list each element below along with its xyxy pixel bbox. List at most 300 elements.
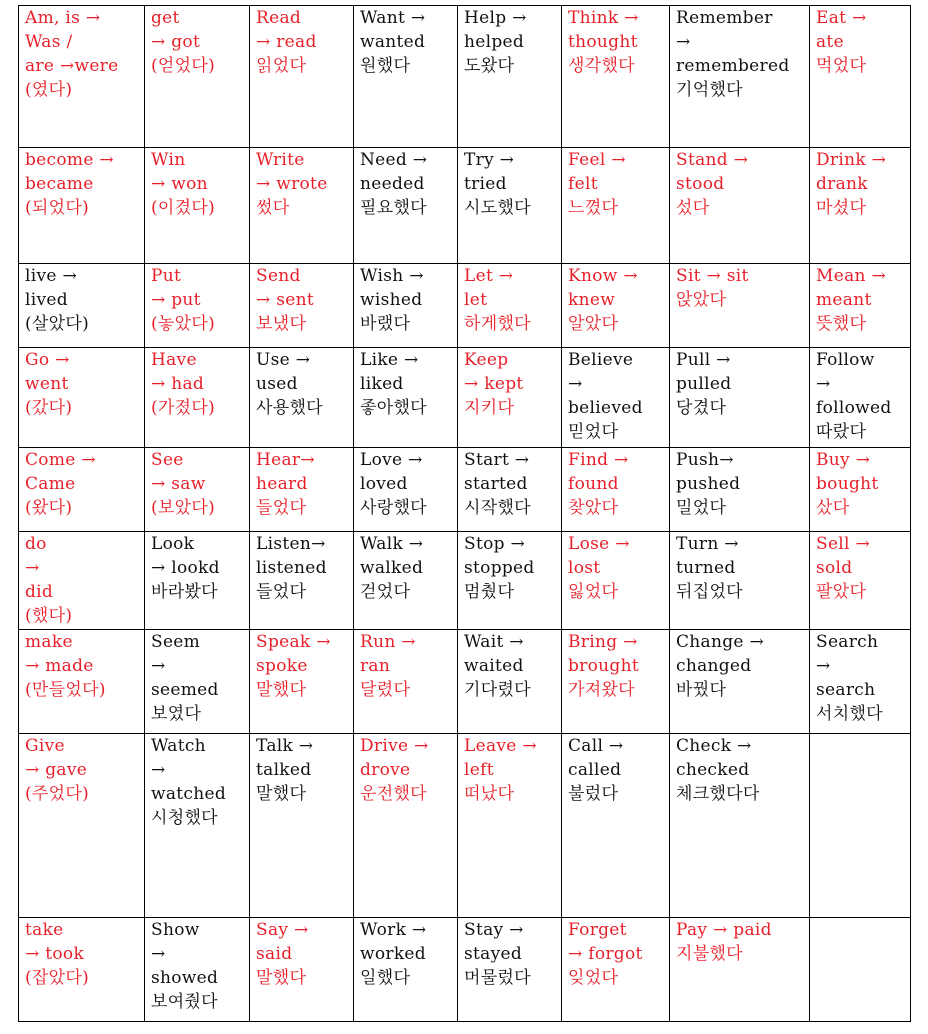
verb-cell xyxy=(670,532,810,630)
verb-form-line: → had xyxy=(151,374,205,394)
verb-cell xyxy=(354,6,458,148)
verb-form-line: followed xyxy=(816,398,892,418)
korean-translation: 시청했다 xyxy=(151,808,218,828)
verb-cell xyxy=(354,532,458,630)
verb-form-line: Run → xyxy=(360,632,416,652)
verb-cell xyxy=(250,532,354,630)
verb-form-line: Mean → xyxy=(816,266,886,286)
verb-form-line: listened xyxy=(256,558,327,578)
verb-form-line: become → xyxy=(25,150,114,170)
table-row xyxy=(19,348,911,448)
verb-form-line: Stay → xyxy=(464,920,524,940)
verb-form-line: Am, is → xyxy=(25,8,101,28)
verb-cell xyxy=(458,734,562,918)
verb-form-line: Pay → paid xyxy=(676,920,772,940)
verb-cell xyxy=(562,348,670,448)
verb-form-line: → made xyxy=(25,656,94,676)
verb-form-line: → xyxy=(151,944,166,964)
verb-cell xyxy=(810,6,911,148)
verb-form-line: worked xyxy=(360,944,426,964)
verb-form-line: Check → xyxy=(676,736,752,756)
korean-translation: (가졌다) xyxy=(151,398,216,418)
korean-translation: 따랐다 xyxy=(816,422,867,442)
verb-cell xyxy=(562,918,670,1022)
verb-form-line: remembered xyxy=(676,56,790,76)
korean-translation: 사랑했다 xyxy=(360,498,427,518)
verb-cell xyxy=(19,734,145,918)
korean-translation: 읽었다 xyxy=(256,56,307,76)
verb-cell xyxy=(250,348,354,448)
verb-cell xyxy=(19,148,145,264)
verb-form-line: Send xyxy=(256,266,301,286)
korean-translation: 지키다 xyxy=(464,398,515,418)
verb-form-line: Help → xyxy=(464,8,527,28)
verb-form-line: Stop → xyxy=(464,534,526,554)
verb-form-line: felt xyxy=(568,174,598,194)
verb-form-line: Drive → xyxy=(360,736,429,756)
korean-translation: 서치했다 xyxy=(816,704,883,724)
table-row xyxy=(19,630,911,734)
verb-form-line: talked xyxy=(256,760,312,780)
verb-form-line: needed xyxy=(360,174,425,194)
verb-cell xyxy=(354,630,458,734)
verb-form-line: See xyxy=(151,450,184,470)
korean-translation: 사용했다 xyxy=(256,398,323,418)
korean-translation: 떠났다 xyxy=(464,784,515,804)
verb-form-line: Change → xyxy=(676,632,765,652)
verb-form-line: Follow xyxy=(816,350,875,370)
verb-form-line: found xyxy=(568,474,619,494)
korean-translation: 뒤집었다 xyxy=(676,582,743,602)
verb-cell xyxy=(19,532,145,630)
korean-translation: 기다렸다 xyxy=(464,680,531,700)
verb-cell xyxy=(458,348,562,448)
verb-form-line: Find → xyxy=(568,450,629,470)
korean-translation: 기억했다 xyxy=(676,80,743,100)
verb-form-line: Listen→ xyxy=(256,534,326,554)
korean-translation: 믿었다 xyxy=(568,422,619,442)
verb-form-line: → got xyxy=(151,32,201,52)
verb-form-line: Think → xyxy=(568,8,639,28)
verb-form-line: Have xyxy=(151,350,197,370)
verb-cell xyxy=(810,148,911,264)
verb-form-line: → xyxy=(151,760,166,780)
verb-form-line: → xyxy=(816,656,831,676)
verb-form-line: Stand → xyxy=(676,150,749,170)
verb-form-line: → wrote xyxy=(256,174,328,194)
verb-cell xyxy=(562,734,670,918)
verb-cell xyxy=(562,532,670,630)
verb-cell xyxy=(145,348,250,448)
korean-translation: (주었다) xyxy=(25,784,90,804)
verb-form-line: are →were xyxy=(25,56,119,76)
korean-translation: 먹었다 xyxy=(816,56,867,76)
verb-form-line: Go → xyxy=(25,350,70,370)
verb-form-line: waited xyxy=(464,656,524,676)
verb-cell xyxy=(19,918,145,1022)
verb-cell xyxy=(145,734,250,918)
verb-cell xyxy=(250,148,354,264)
table-row xyxy=(19,532,911,630)
korean-translation: 당겼다 xyxy=(676,398,727,418)
verb-cell xyxy=(458,148,562,264)
verb-form-line: let xyxy=(464,290,488,310)
korean-translation: (보았다) xyxy=(151,498,216,518)
verb-form-line: Use → xyxy=(256,350,311,370)
verb-cell xyxy=(562,448,670,532)
verb-cell xyxy=(145,6,250,148)
verb-form-line: knew xyxy=(568,290,616,310)
verb-form-line: Watch xyxy=(151,736,206,756)
verb-form-line: Bring → xyxy=(568,632,638,652)
verb-form-line: search xyxy=(816,680,876,700)
verb-form-line: → gave xyxy=(25,760,88,780)
verb-form-line: live → xyxy=(25,266,77,286)
verb-form-line: Win xyxy=(151,150,186,170)
verb-form-line: Talk → xyxy=(256,736,314,756)
verb-form-line: thought xyxy=(568,32,638,52)
verb-form-line: Look xyxy=(151,534,195,554)
korean-translation: 일했다 xyxy=(360,968,411,988)
verb-cell xyxy=(458,6,562,148)
verb-form-line: Hear→ xyxy=(256,450,315,470)
verb-cell xyxy=(810,348,911,448)
verb-form-line: Eat → xyxy=(816,8,867,28)
verb-form-line: Remember xyxy=(676,8,773,28)
korean-translation: 잊었다 xyxy=(568,968,619,988)
verb-form-line: Pull → xyxy=(676,350,731,370)
verb-table xyxy=(18,5,911,1022)
verb-form-line: Read xyxy=(256,8,302,28)
verb-form-line: stood xyxy=(676,174,725,194)
verb-cell xyxy=(810,734,911,918)
korean-translation: 느꼈다 xyxy=(568,198,619,218)
verb-form-line: Push→ xyxy=(676,450,734,470)
verb-form-line: Wait → xyxy=(464,632,524,652)
korean-translation: 걷었다 xyxy=(360,582,411,602)
verb-cell xyxy=(670,348,810,448)
verb-form-line: Try → xyxy=(464,150,515,170)
verb-form-line: Know → xyxy=(568,266,638,286)
verb-cell xyxy=(562,6,670,148)
verb-form-line: Keep xyxy=(464,350,509,370)
verb-form-line: Need → xyxy=(360,150,428,170)
korean-translation: 말했다 xyxy=(256,680,307,700)
korean-translation: 지불했다 xyxy=(676,944,743,964)
korean-translation: 바랬다 xyxy=(360,314,411,334)
verb-form-line: Give xyxy=(25,736,65,756)
korean-translation: 알았다 xyxy=(568,314,619,334)
verb-form-line: do xyxy=(25,534,47,554)
verb-form-line: loved xyxy=(360,474,408,494)
verb-cell xyxy=(670,918,810,1022)
verb-form-line: sold xyxy=(816,558,853,578)
verb-form-line: pulled xyxy=(676,374,732,394)
verb-form-line: walked xyxy=(360,558,424,578)
verb-form-line: → took xyxy=(25,944,85,964)
verb-form-line: pushed xyxy=(676,474,741,494)
verb-form-line: Wish → xyxy=(360,266,424,286)
korean-translation: 달렸다 xyxy=(360,680,411,700)
verb-form-line: Believe xyxy=(568,350,634,370)
verb-form-line: ran xyxy=(360,656,391,676)
verb-form-line: → saw xyxy=(151,474,206,494)
korean-translation: 원했다 xyxy=(360,56,411,76)
korean-translation: 멈췄다 xyxy=(464,582,515,602)
verb-form-line: Lose → xyxy=(568,534,630,554)
verb-form-line: brought xyxy=(568,656,639,676)
korean-translation: (만들었다) xyxy=(25,680,106,700)
table-row xyxy=(19,918,911,1022)
verb-cell xyxy=(354,448,458,532)
verb-form-line: watched xyxy=(151,784,227,804)
korean-translation: 머물렀다 xyxy=(464,968,531,988)
verb-cell xyxy=(670,148,810,264)
verb-form-line: Want → xyxy=(360,8,426,28)
korean-translation: (이겼다) xyxy=(151,198,216,218)
verb-cell xyxy=(145,148,250,264)
korean-translation: (였다) xyxy=(25,80,73,100)
verb-form-line: → read xyxy=(256,32,317,52)
verb-form-line: → xyxy=(676,32,691,52)
verb-cell xyxy=(670,630,810,734)
korean-translation: 말했다 xyxy=(256,968,307,988)
table-row xyxy=(19,448,911,532)
verb-cell xyxy=(810,448,911,532)
verb-cell xyxy=(354,918,458,1022)
verb-cell xyxy=(250,448,354,532)
verb-form-line: → kept xyxy=(464,374,524,394)
verb-cell xyxy=(810,532,911,630)
korean-translation: 들었다 xyxy=(256,498,307,518)
verb-form-line: → sent xyxy=(256,290,315,310)
verb-cell xyxy=(145,448,250,532)
verb-form-line: Sit → sit xyxy=(676,266,749,286)
verb-form-line: stayed xyxy=(464,944,523,964)
verb-cell xyxy=(670,448,810,532)
verb-form-line: Drink → xyxy=(816,150,887,170)
korean-translation: 찾았다 xyxy=(568,498,619,518)
table-row xyxy=(19,6,911,148)
verb-form-line: left xyxy=(464,760,494,780)
korean-translation: 좋아했다 xyxy=(360,398,427,418)
korean-translation: 바라봤다 xyxy=(151,582,218,602)
verb-form-line: Call → xyxy=(568,736,624,756)
korean-translation: 생각했다 xyxy=(568,56,635,76)
verb-form-line: turned xyxy=(676,558,736,578)
verb-form-line: bought xyxy=(816,474,879,494)
korean-translation: 마셨다 xyxy=(816,198,867,218)
verb-form-line: → xyxy=(816,374,831,394)
verb-form-line: called xyxy=(568,760,622,780)
verb-form-line: → xyxy=(25,558,40,578)
verb-form-line: wanted xyxy=(360,32,426,52)
verb-form-line: helped xyxy=(464,32,525,52)
verb-form-line: Start → xyxy=(464,450,530,470)
verb-form-line: Feel → xyxy=(568,150,626,170)
verb-form-line: said xyxy=(256,944,293,964)
verb-form-line: Love → xyxy=(360,450,423,470)
verb-form-line: Forget xyxy=(568,920,627,940)
verb-form-line: get xyxy=(151,8,180,28)
verb-form-line: → won xyxy=(151,174,208,194)
verb-form-line: Let → xyxy=(464,266,514,286)
verb-cell xyxy=(562,630,670,734)
verb-form-line: checked xyxy=(676,760,750,780)
verb-cell xyxy=(250,630,354,734)
verb-form-line: Work → xyxy=(360,920,427,940)
verb-cell xyxy=(670,734,810,918)
verb-form-line: Buy → xyxy=(816,450,871,470)
verb-cell xyxy=(19,348,145,448)
korean-translation: 운전했다 xyxy=(360,784,427,804)
verb-form-line: seemed xyxy=(151,680,219,700)
verb-form-line: lost xyxy=(568,558,601,578)
verb-cell xyxy=(458,918,562,1022)
verb-cell xyxy=(670,6,810,148)
korean-translation: 보여줬다 xyxy=(151,992,218,1012)
korean-translation: 썼다 xyxy=(256,198,290,218)
korean-translation: 하게했다 xyxy=(464,314,531,334)
verb-form-line: became xyxy=(25,174,94,194)
verb-form-line: Put xyxy=(151,266,182,286)
korean-translation: 들었다 xyxy=(256,582,307,602)
verb-cell xyxy=(250,6,354,148)
verb-form-line: did xyxy=(25,582,54,602)
verb-form-line: Show xyxy=(151,920,200,940)
verb-cell xyxy=(145,630,250,734)
verb-form-line: spoke xyxy=(256,656,308,676)
verb-cell xyxy=(354,264,458,348)
korean-translation: (살았다) xyxy=(25,314,90,334)
verb-form-line: drove xyxy=(360,760,411,780)
korean-translation: 시작했다 xyxy=(464,498,531,518)
verb-form-line: started xyxy=(464,474,528,494)
verb-cell xyxy=(145,264,250,348)
verb-form-line: Turn → xyxy=(676,534,739,554)
verb-form-line: meant xyxy=(816,290,872,310)
verb-cell xyxy=(562,264,670,348)
verb-cell xyxy=(810,264,911,348)
verb-form-line: Seem xyxy=(151,632,201,652)
korean-translation: (했다) xyxy=(25,606,73,626)
verb-form-line: Search xyxy=(816,632,879,652)
korean-translation: (왔다) xyxy=(25,498,73,518)
verb-cell xyxy=(19,6,145,148)
verb-cell xyxy=(354,348,458,448)
verb-cell xyxy=(458,532,562,630)
verb-cell xyxy=(19,630,145,734)
verb-form-line: changed xyxy=(676,656,752,676)
korean-translation: 뜻했다 xyxy=(816,314,867,334)
verb-cell xyxy=(250,918,354,1022)
korean-translation: 섰다 xyxy=(676,198,710,218)
verb-form-line: Came xyxy=(25,474,76,494)
verb-form-line: make xyxy=(25,632,73,652)
verb-form-line: stopped xyxy=(464,558,535,578)
korean-translation: 보였다 xyxy=(151,704,202,724)
korean-translation: 불렀다 xyxy=(568,784,619,804)
verb-form-line: Come → xyxy=(25,450,96,470)
verb-form-line: → xyxy=(568,374,583,394)
korean-translation: (잡았다) xyxy=(25,968,90,988)
table-row xyxy=(19,148,911,264)
verb-form-line: ate xyxy=(816,32,844,52)
verb-form-line: Was / xyxy=(25,32,73,52)
verb-cell xyxy=(458,448,562,532)
verb-form-line: → put xyxy=(151,290,201,310)
verb-cell xyxy=(250,734,354,918)
verb-form-line: → lookd xyxy=(151,558,220,578)
verb-form-line: tried xyxy=(464,174,507,194)
korean-translation: 도왔다 xyxy=(464,56,515,76)
korean-translation: 체크했다다 xyxy=(676,784,760,804)
korean-translation: (얻었다) xyxy=(151,56,216,76)
verb-cell xyxy=(670,264,810,348)
verb-form-line: went xyxy=(25,374,69,394)
verb-form-line: wished xyxy=(360,290,423,310)
verb-cell xyxy=(250,264,354,348)
korean-translation: 팔았다 xyxy=(816,582,867,602)
verb-cell xyxy=(458,630,562,734)
verb-cell xyxy=(145,532,250,630)
verb-form-line: drank xyxy=(816,174,868,194)
verb-form-line: Leave → xyxy=(464,736,537,756)
verb-form-line: Say → xyxy=(256,920,309,940)
verb-form-line: lived xyxy=(25,290,68,310)
verb-form-line: → xyxy=(151,656,166,676)
korean-translation: (갔다) xyxy=(25,398,73,418)
korean-translation: 바꿨다 xyxy=(676,680,727,700)
korean-translation: 샀다 xyxy=(816,498,850,518)
verb-form-line: Walk → xyxy=(360,534,424,554)
verb-cell xyxy=(354,148,458,264)
korean-translation: 필요했다 xyxy=(360,198,427,218)
verb-cell xyxy=(562,148,670,264)
verb-form-line: used xyxy=(256,374,298,394)
korean-translation: 보냈다 xyxy=(256,314,307,334)
verb-table-body xyxy=(19,6,911,1022)
korean-translation: 잃었다 xyxy=(568,582,619,602)
table-row xyxy=(19,734,911,918)
verb-form-line: Like → xyxy=(360,350,419,370)
korean-translation: 말했다 xyxy=(256,784,307,804)
verb-cell xyxy=(810,918,911,1022)
korean-translation: (되었다) xyxy=(25,198,90,218)
verb-cell xyxy=(19,264,145,348)
verb-form-line: believed xyxy=(568,398,643,418)
korean-translation: (놓았다) xyxy=(151,314,216,334)
verb-form-line: Sell → xyxy=(816,534,871,554)
verb-cell xyxy=(458,264,562,348)
korean-translation: 앉았다 xyxy=(676,290,727,310)
verb-cell xyxy=(810,630,911,734)
table-row xyxy=(19,264,911,348)
korean-translation: 시도했다 xyxy=(464,198,531,218)
korean-translation: 밀었다 xyxy=(676,498,727,518)
verb-form-line: take xyxy=(25,920,64,940)
verb-form-line: Speak → xyxy=(256,632,331,652)
verb-cell xyxy=(145,918,250,1022)
verb-form-line: Write xyxy=(256,150,305,170)
verb-form-line: heard xyxy=(256,474,308,494)
verb-form-line: liked xyxy=(360,374,404,394)
korean-translation: 가져왔다 xyxy=(568,680,635,700)
verb-form-line: showed xyxy=(151,968,219,988)
verb-cell xyxy=(354,734,458,918)
verb-cell xyxy=(19,448,145,532)
verb-form-line: → forgot xyxy=(568,944,643,964)
